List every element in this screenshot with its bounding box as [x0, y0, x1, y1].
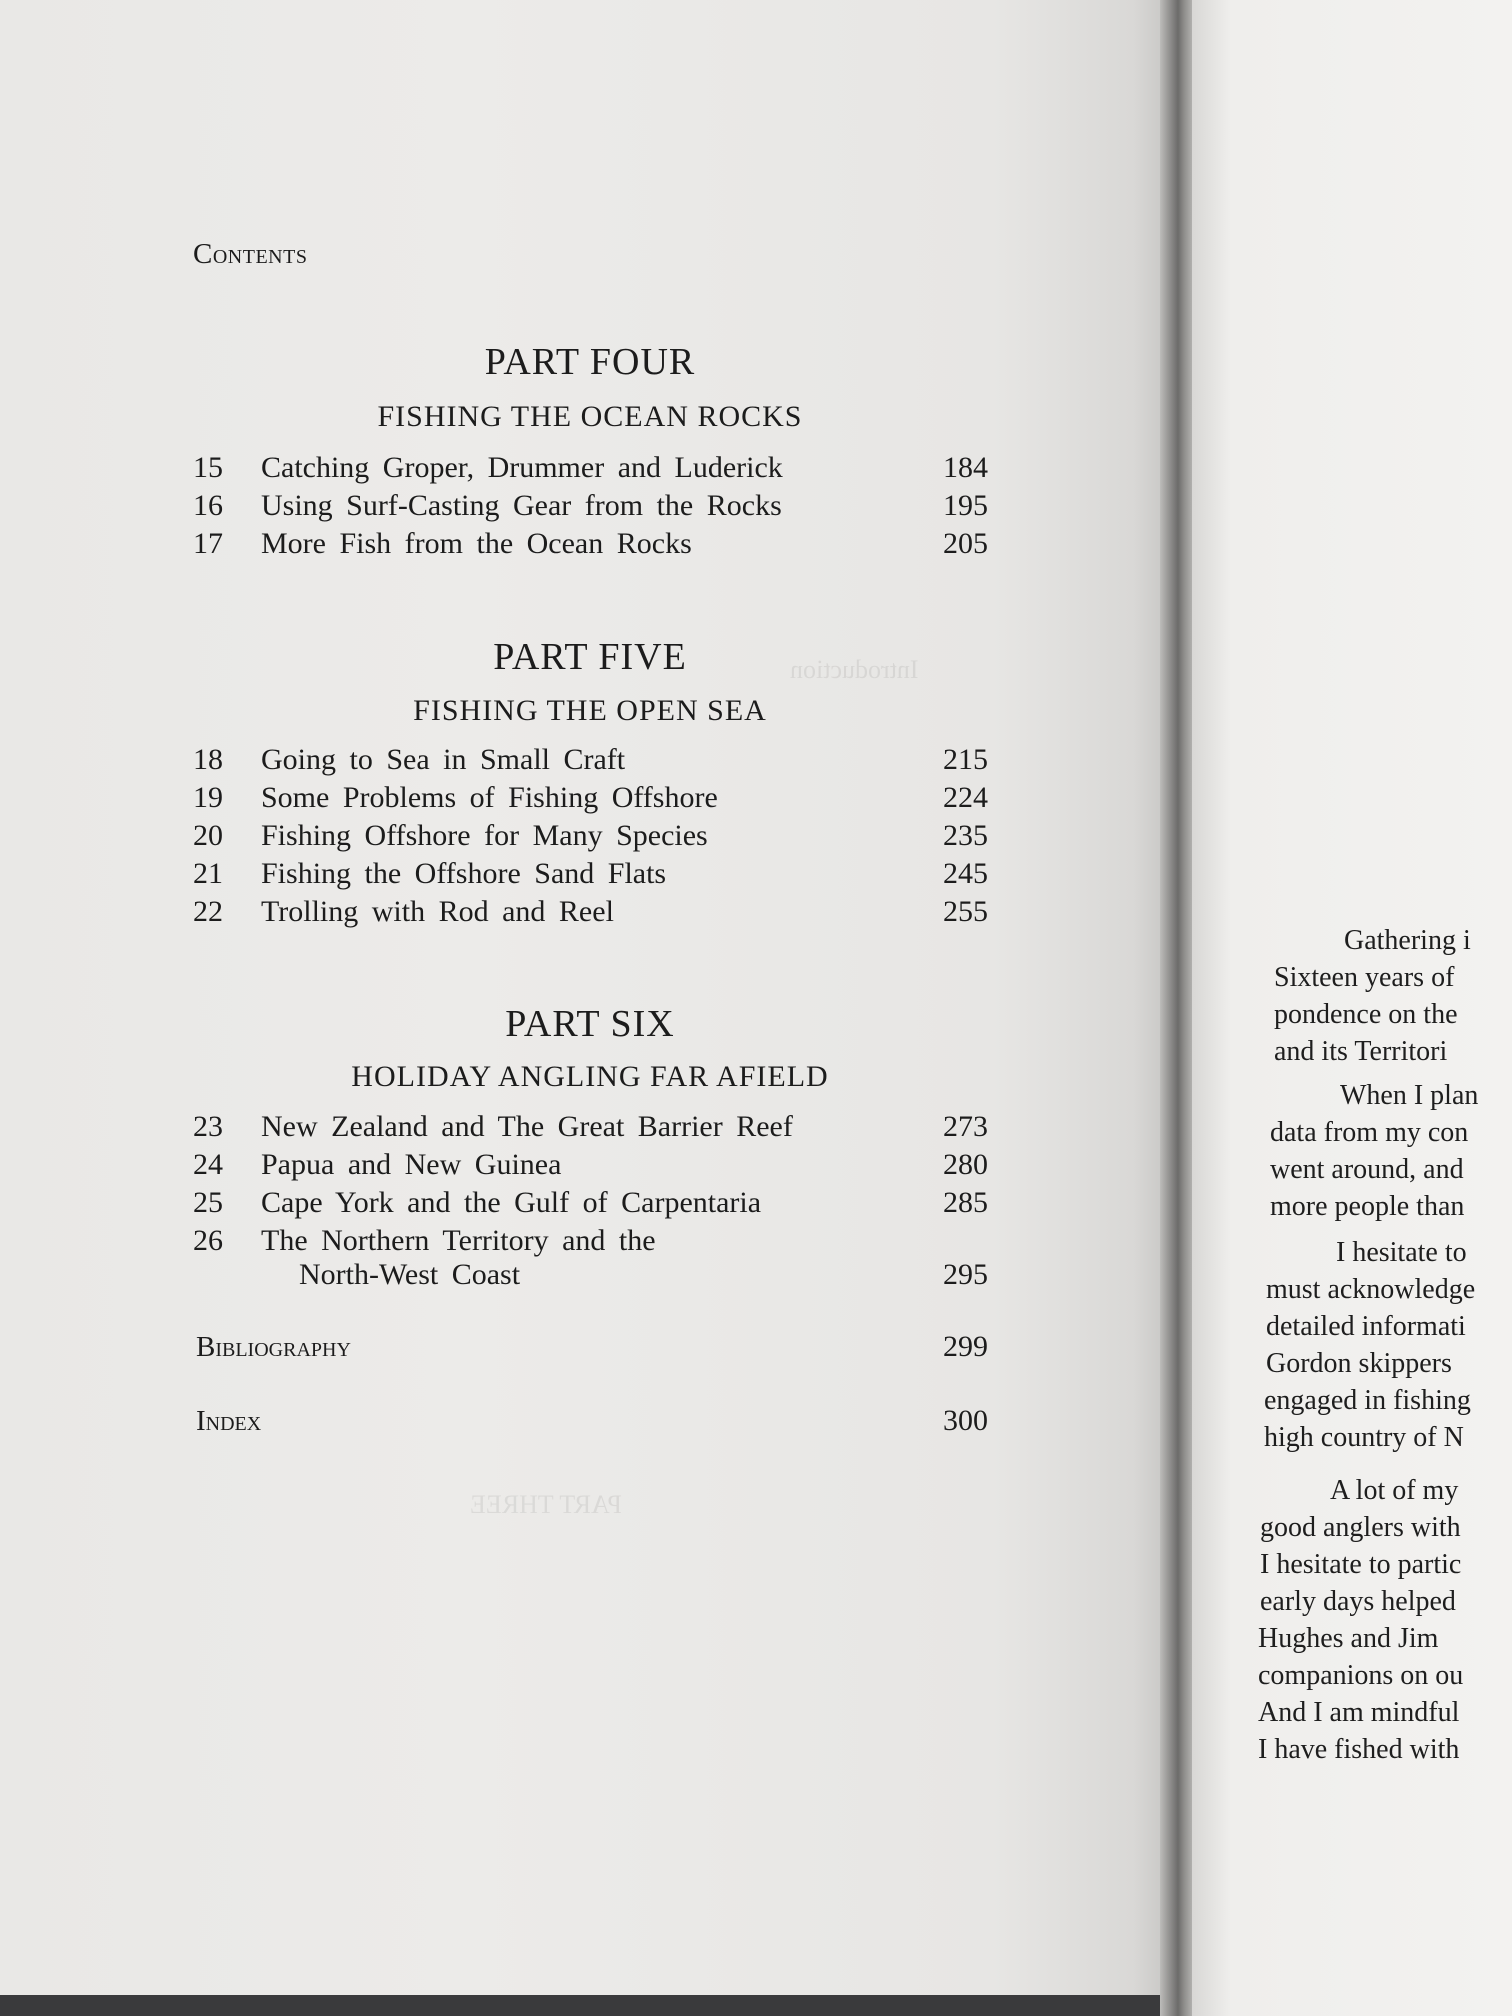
chapter-number: 19 [193, 781, 223, 814]
toc-entry-continuation [193, 1258, 993, 1296]
body-line: detailed informati [1266, 1311, 1466, 1342]
toc-entry [193, 1110, 993, 1148]
show-through-text: Introduction [790, 655, 919, 684]
chapter-number: 18 [193, 743, 223, 776]
running-head: Contents [193, 238, 308, 270]
toc-entry [193, 819, 993, 857]
chapter-title-continuation: North-West Coast [299, 1258, 521, 1291]
page-number: 255 [943, 895, 988, 928]
body-line: went around, and [1270, 1154, 1464, 1185]
page-number: 245 [943, 857, 988, 890]
right-page [1192, 0, 1512, 2016]
toc-entry [193, 1224, 993, 1262]
page-number: 285 [943, 1186, 988, 1219]
page-number: 295 [943, 1258, 988, 1291]
chapter-title: Some Problems of Fishing Offshore [261, 781, 718, 814]
part-title: PART SIX [505, 1003, 675, 1045]
chapter-title: Catching Groper, Drummer and Luderick [261, 451, 783, 484]
page-number: 215 [943, 743, 988, 776]
toc-index [196, 1404, 993, 1442]
body-line: data from my con [1270, 1117, 1469, 1148]
part-title: PART FOUR [484, 341, 696, 383]
chapter-number: 26 [193, 1224, 223, 1257]
toc-entry [193, 451, 993, 489]
body-line: good anglers with [1260, 1512, 1461, 1543]
body-line: companions on ou [1258, 1660, 1464, 1691]
toc-entry [193, 527, 993, 565]
page-number: 273 [943, 1110, 988, 1143]
chapter-title: Cape York and the Gulf of Carpentaria [261, 1186, 762, 1219]
body-line: Hughes and Jim [1258, 1623, 1439, 1654]
body-line: high country of N [1264, 1422, 1464, 1453]
toc-entry [193, 1148, 993, 1186]
chapter-number: 21 [193, 857, 223, 890]
body-line: A lot of my [1330, 1475, 1459, 1506]
body-line: more people than [1270, 1191, 1465, 1222]
chapter-title: Trolling with Rod and Reel [261, 895, 614, 928]
body-line: must acknowledge [1266, 1274, 1476, 1305]
toc-entry [193, 781, 993, 819]
body-line: I hesitate to partic [1260, 1549, 1462, 1580]
chapter-number: 17 [193, 527, 223, 560]
part-subtitle: HOLIDAY ANGLING FAR AFIELD [351, 1060, 829, 1093]
page-number: 205 [943, 527, 988, 560]
body-line: pondence on the [1274, 999, 1458, 1030]
body-line: When I plan [1340, 1080, 1479, 1111]
part-title: PART FIVE [493, 636, 687, 678]
body-line: I hesitate to [1336, 1237, 1467, 1268]
toc-bibliography [196, 1330, 993, 1368]
part-subtitle: FISHING THE OCEAN ROCKS [377, 400, 803, 433]
toc-entry [193, 895, 993, 933]
chapter-number: 25 [193, 1186, 223, 1219]
chapter-number: 24 [193, 1148, 223, 1181]
part-subtitle: FISHING THE OPEN SEA [413, 694, 767, 727]
body-line: Sixteen years of [1274, 962, 1455, 993]
back-matter-label: Bibliography [196, 1331, 351, 1363]
show-through-text: PART THREE [470, 1490, 622, 1519]
chapter-title: Fishing Offshore for Many Species [261, 819, 708, 852]
page-number: 300 [943, 1404, 988, 1437]
page-number: 195 [943, 489, 988, 522]
page-number: 299 [943, 1330, 988, 1363]
toc-entry [193, 743, 993, 781]
chapter-title: Going to Sea in Small Craft [261, 743, 626, 776]
toc-entry [193, 489, 993, 527]
body-line: engaged in fishing [1264, 1385, 1471, 1416]
page-number: 280 [943, 1148, 988, 1181]
chapter-number: 20 [193, 819, 223, 852]
chapter-number: 23 [193, 1110, 223, 1143]
chapter-number: 22 [193, 895, 223, 928]
page-number: 235 [943, 819, 988, 852]
body-line: I have fished with [1258, 1734, 1460, 1765]
page-number: 184 [943, 451, 988, 484]
body-line: And I am mindful [1258, 1697, 1460, 1728]
back-matter-label: Index [196, 1405, 262, 1437]
body-line: early days helped [1260, 1586, 1456, 1617]
toc-entry [193, 1186, 993, 1224]
chapter-title: Using Surf-Casting Gear from the Rocks [261, 489, 782, 522]
chapter-number: 15 [193, 451, 223, 484]
chapter-title: More Fish from the Ocean Rocks [261, 527, 692, 560]
body-line: Gordon skippers [1266, 1348, 1452, 1379]
body-line: and its Territori [1274, 1036, 1448, 1067]
chapter-number: 16 [193, 489, 223, 522]
toc-entry [193, 857, 993, 895]
chapter-title: Fishing the Offshore Sand Flats [261, 857, 667, 890]
chapter-title: Papua and New Guinea [261, 1148, 562, 1181]
chapter-title: The Northern Territory and the [261, 1224, 656, 1257]
chapter-title: New Zealand and The Great Barrier Reef [261, 1110, 793, 1143]
page-number: 224 [943, 781, 988, 814]
body-line: Gathering i [1344, 925, 1471, 956]
